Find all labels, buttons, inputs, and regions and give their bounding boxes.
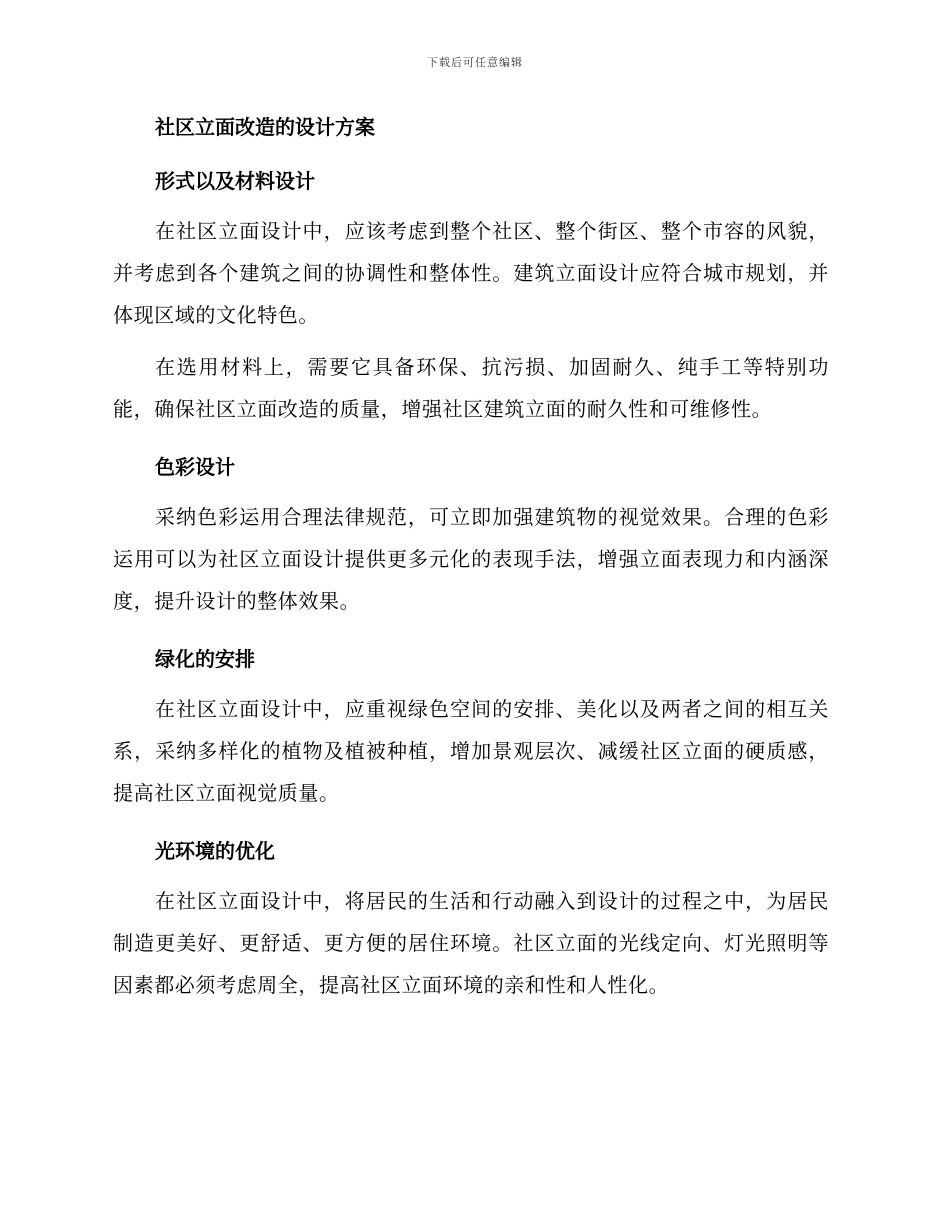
paragraph: 采纳色彩运用合理法律规范，可立即加强建筑物的视觉效果。合理的色彩运用可以为社区立面设计提供更多元化的表现手法，增强立面表现力和内涵深度，提升设计的整体效果。 xyxy=(113,505,829,613)
paragraph: 在社区立面设计中，应该考虑到整个社区、整个街区、整个市容的风貌，并考虑到各个建筑之间的协调性和整体性。建筑立面设计应符合城市规划，并体现区域的文化特色。 xyxy=(113,219,829,327)
paragraph: 在社区立面设计中，将居民的生活和行动融入到设计的过程之中，为居民制造更美好、更舒适、更方便的居住环境。社区立面的光线定向、灯光照明等因素都必须考虑周全，提高社区立面环境的亲和性和人性化。 xyxy=(113,889,829,997)
document-body xyxy=(113,108,829,1006)
section-heading-form-material: 形式以及材料设计 xyxy=(155,169,315,193)
header-note: 下载后可任意编辑 xyxy=(427,56,523,69)
section-heading-greening: 绿化的安排 xyxy=(155,647,255,671)
paragraph: 在选用材料上，需要它具备环保、抗污损、加固耐久、纯手工等特别功能，确保社区立面改造的质量，增强社区建筑立面的耐久性和可维修性。 xyxy=(113,355,829,421)
section-heading-color: 色彩设计 xyxy=(155,455,235,479)
document-title: 社区立面改造的设计方案 xyxy=(155,115,375,139)
paragraph: 在社区立面设计中，应重视绿色空间的安排、美化以及两者之间的相互关系，采纳多样化的植物及植被种植，增加景观层次、减缓社区立面的硬质感，提高社区立面视觉质量。 xyxy=(113,697,829,805)
section-heading-lighting: 光环境的优化 xyxy=(155,839,275,863)
